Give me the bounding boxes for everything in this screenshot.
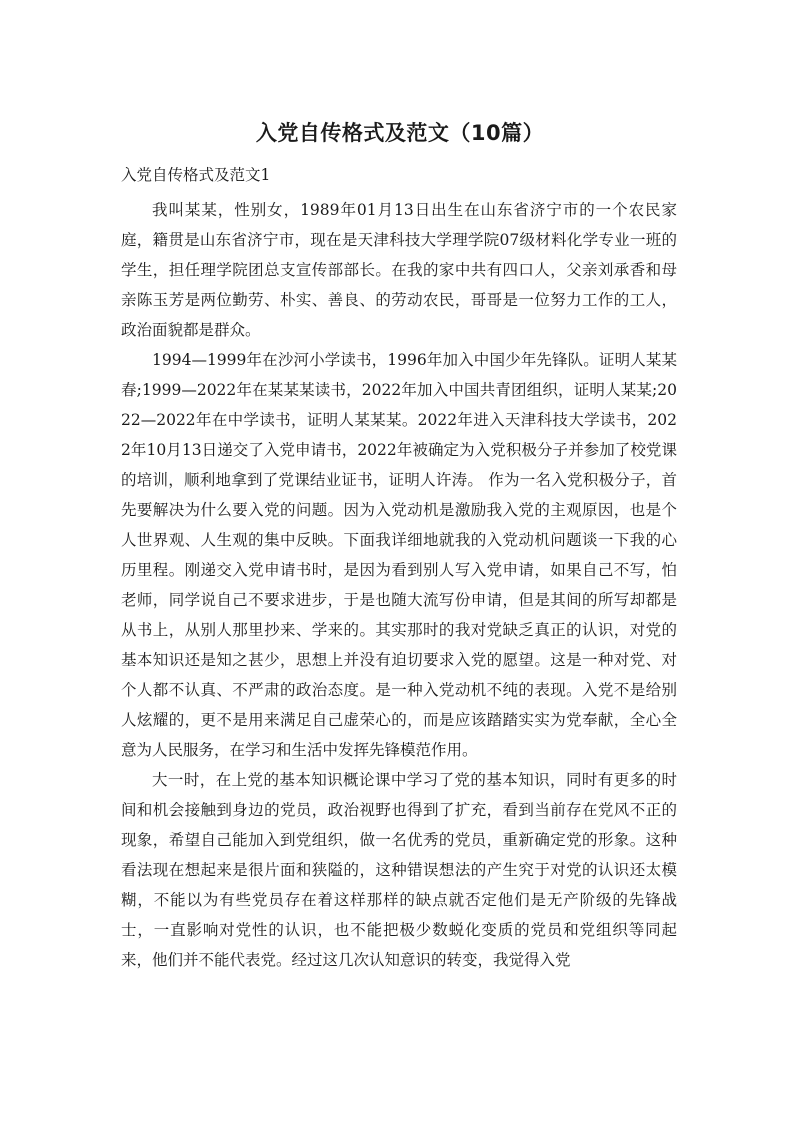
paragraph-3: 大一时，在上党的基本知识概论课中学习了党的基本知识，同时有更多的时间和机会接触到身边的党员，政治视野也得到了扩充，看到当前存在党风不正的现象，希望自己能加入到党组织，做一名优秀的党员，重新确定党的形象。这种看法现在想起来是很片面和狭隘的，这种错误想法的产生究于对党的认识还太模糊，不能以为有些党员存在着这样那样的缺点就否定他们是无产阶级的先锋战士，一直影响对党性的认识，也不能把极少数蜕化变质的党员和党组织等同起来，他们并不能代表党。经过这几次认知意识的转变，我觉得入党 [121,771,677,969]
document-title: 入党自传格式及范文（10篇） [255,121,545,145]
section-subheading: 入党自传格式及范文1 [121,166,271,184]
paragraph-1: 我叫某某，性别女，1989年01月13日出生在山东省济宁市的一个农民家庭，籍贯是山东省济宁市，现在是天津科技大学理学院07级材料化学专业一班的学生，担任理学院团总支宣传部部长。在我的家中共有四口人，父亲刘承香和母亲陈玉芳是两位勤劳、朴实、善良、的劳动农民，哥哥是一位努力工作的工人，政治面貌都是群众。 [121,201,677,339]
paragraph-2: 1994—1999年在沙河小学读书，1996年加入中国少年先锋队。证明人某某春;1999—2022年在某某某读书，2022年加入中国共青团组织，证明人某某;2022—2022年在中学读书，证明人某某某。2022年进入天津科技大学读书，2022年10月13日递交了入党申请书，2022年被确定为入党积极分子并参加了校党课的培训，顺利地拿到了党课结业证书，证明人许涛。 作为一名入党积极分子，首先要解决为什么要入党的问题。因为入党动机是激励我入党的主观原因，也是个人世界观、人生观的集中反映。下面我详细地就我的入党动机问题谈一下我的心历里程。刚递交入党申请书时，是因为看到别人写入党申请，如果自己不写，怕老师，同学说自己不要求进步，于是也随大流写份申请，但是其间的所写却都是从书上，从别人那里抄来、学来的。其实那时的我对党缺乏真正的认识，对党的基本知识还是知之甚少，思想上并没有迫切要求入党的愿望。这是一种对党、对个人都不认真、不严肃的政治态度。是一种入党动机不纯的表现。入党不是给别人炫耀的，更不是用来满足自己虚荣心的，而是应该踏踏实实为党奉献，全心全意为人民服务，在学习和生活中发挥先锋模范作用。 [121,351,677,759]
document-body [121,195,677,975]
